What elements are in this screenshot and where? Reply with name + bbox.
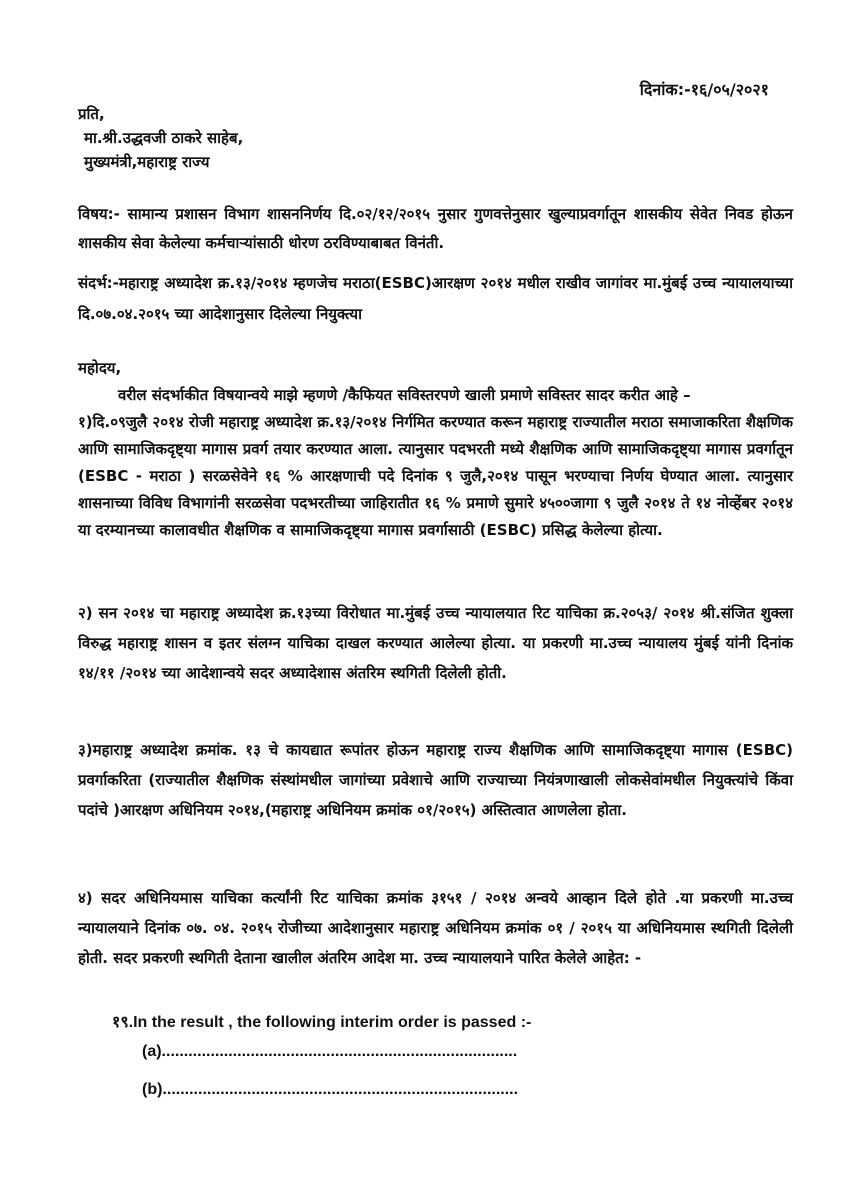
- point-4-text: ४) सदर अधिनियमास याचिका कर्त्यांनी रिट याचिका क्रमांक ३१५१ / २०१४ अन्वये आव्हान दिले होते .या प्रकरणी मा.उच्च न्यायालयाने दिनांक ०७. ०४. २०१५ रोजीच्या आदेशानुसार महाराष्ट्र अधिनियम क्रमांक ०१ / २०१५ या अधिनियमास स्थगिती दिलेली होती. सदर प्रकरणी स्थगिती देताना खालील अंतरिम आदेश मा. उच्च न्यायालयाने पारित केलेले आहेत: -: [78, 889, 793, 967]
- letter-date: दिनांक:-१६/०५/२०२१: [639, 80, 769, 99]
- reference-line: संदर्भ:-महाराष्ट्र अध्यादेश क्र.१३/२०१४ म्हणजेच मराठा(ESBC)आरक्षण २०१४ मधील राखीव जागांवर मा.मुंबई उच्च न्यायालयाच्या दि.०७.०४.२०१५ च्या आदेशानुसार दिलेल्या नियुक्त्या: [78, 274, 793, 323]
- recipient-prati: प्रति,: [78, 105, 105, 123]
- recipient-block: [78, 102, 243, 174]
- salutation: महोदय,: [78, 359, 122, 377]
- order-item-a: (a)................................................................................: [142, 1043, 518, 1060]
- paragraph-1: [78, 382, 793, 544]
- point-1-text: १)दि.०९जुलै २०१४ रोजी महाराष्ट्र अध्यादेश क्र.१३/२०१४ निर्गमित करण्यात करून महाराष्ट्र राज्यातील मराठा समाजाकरिता शैक्षणिक आणि सामाजिकदृष्ट्या मागास प्रवर्ग तयार करण्यात आला. त्यानुसार पदभरती मध्ये शैक्षणिक आणि सामाजिकदृष्ट्या मागास प्रवर्गातून (ESBC - मराठा ) सरळसेवेने १६ % आरक्षणाची पदे दिनांक ९ जुलै,२०१४ पासून भरण्याचा निर्णय घेण्यात आला. त्यानुसार शासनाच्या विविध विभागांनी सरळसेवा पदभरतीच्या जाहिरातीत १६ % प्रमाणे सुमारे ४५००जागा ९ जुलै २०१४ ते १४ नोव्हेंबर २०१४ या दरम्यानच्या कालावधीत शैक्षणिक व सामाजिकदृष्ट्या मागास प्रवर्गासाठी (ESBC) प्रसिद्ध केलेल्या होत्या.: [78, 413, 793, 539]
- order-item-b: (b)................................................................................: [142, 1081, 519, 1098]
- recipient-designation: मुख्यमंत्री,महाराष्ट्र राज्य: [84, 153, 210, 171]
- recipient-name: मा.श्री.उद्धवजी ठाकरे साहेब,: [84, 129, 244, 147]
- subject-line: विषय:- सामान्य प्रशासन विभाग शासननिर्णय दि.०२/१२/२०१५ नुसार गुणवत्तेनुसार खुल्याप्रवर्गातून शासकीय सेवेत निवड होऊन शासकीय सेवा केलेल्या कर्मचाऱ्यांसाठी धोरण ठरविण्याबाबत विनंती.: [78, 205, 793, 252]
- intro-text: वरील संदर्भाकीत विषयान्वये माझे म्हणणे /कैफियत सविस्तरपणे खाली प्रमाणे सविस्तर सादर करीत आहे –: [118, 386, 691, 404]
- interim-order-line: १९.In the result , the following interim order is passed :-: [112, 1014, 532, 1031]
- point-3-text: ३)महाराष्ट्र अध्यादेश क्रमांक. १३ चे कायद्यात रूपांतर होऊन महाराष्ट्र राज्य शैक्षणिक आणि सामाजिकदृष्ट्या मागास (ESBC) प्रवर्गाकरिता (राज्यातील शैक्षणिक संस्थांमधील जागांच्या प्रवेशाचे आणि राज्याच्या नियंत्रणाखाली लोकसेवांमधील नियुक्त्यांचे किंवा पदांचे )आरक्षण अधिनियम २०१४,(महाराष्ट्र अधिनियम क्रमांक ०१/२०१५) अस्तित्वात आणलेला होता.: [78, 741, 793, 819]
- point-2-text: २) सन २०१४ चा महाराष्ट्र अध्यादेश क्र.१३च्या विरोधात मा.मुंबई उच्च न्यायालयात रिट याचिका क्र.२०५३/ २०१४ श्री.संजित शुक्ला विरुद्ध महाराष्ट्र शासन व इतर संलग्न याचिका दाखल करण्यात आलेल्या होत्या. या प्रकरणी मा.उच्च न्यायालय मुंबई यांनी दिनांक १४/११ /२०१४ च्या आदेशान्वये सदर अध्यादेशास अंतरिम स्थगिती दिलेली होती.: [78, 604, 793, 682]
